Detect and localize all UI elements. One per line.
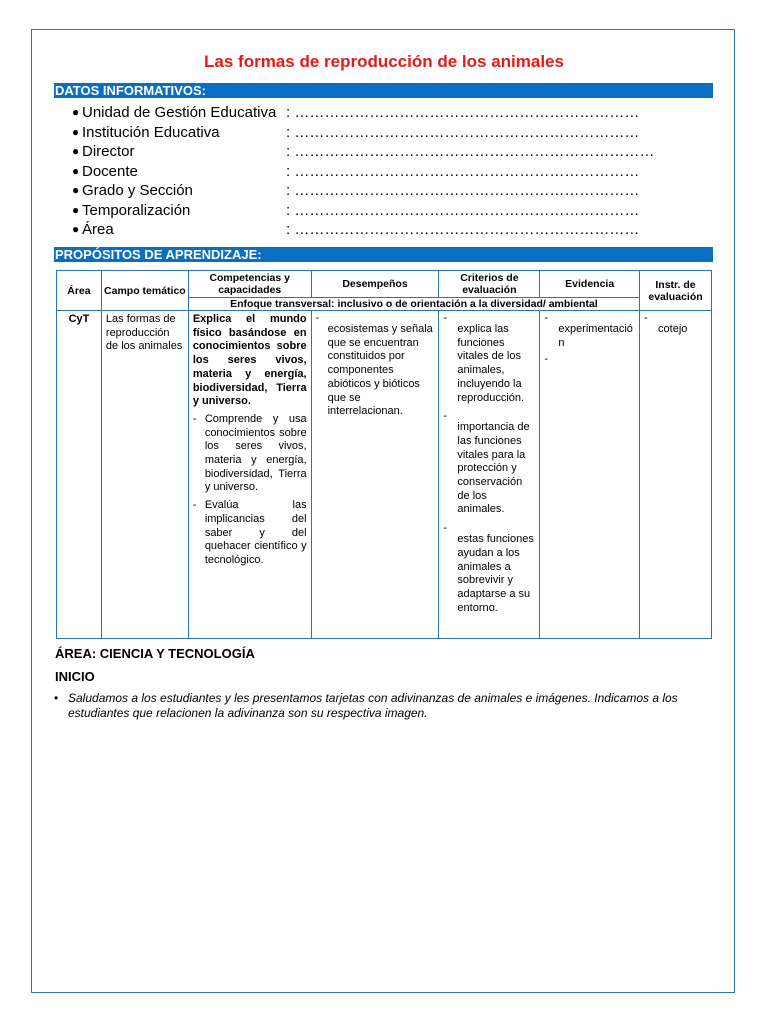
cell-area: CyT: [57, 311, 102, 639]
dash-mark: -: [644, 312, 648, 324]
cell-evidencia: [540, 311, 640, 639]
dash-mark: -: [315, 312, 320, 324]
info-value: : ……………………………………………………………: [286, 201, 640, 219]
header-desempenos: Desempeños: [311, 271, 439, 298]
info-item: [72, 201, 640, 221]
enfoque-transversal: Enfoque transversal: inclusivo o de orientación a la diversidad/ ambiental: [188, 298, 639, 311]
capacidad-item: - Evalúa las implicancias del saber y del quehacer científico y tecnológico.: [193, 499, 307, 568]
cell-campo: Las formas de reproducción de los animales: [101, 311, 188, 639]
bullet-icon: •: [54, 691, 59, 705]
dash-mark: -: [443, 410, 448, 423]
dash-mark: -: [443, 312, 448, 324]
header-campo: Campo temático: [101, 271, 188, 311]
info-item: [72, 162, 640, 182]
cell-competencias: [188, 311, 311, 639]
header-criterios: Criterios de evaluación: [439, 271, 540, 298]
info-label: Director: [82, 143, 135, 160]
inicio-bullet-item: [54, 691, 714, 720]
desempeno-text: ecosistemas y señala que se encuentran constituidos por componentes abióticos y bióticos que se interrelacionan.: [327, 323, 433, 418]
info-value: : ………………………………………………………………: [286, 143, 655, 160]
propositos-table: [56, 270, 712, 639]
datos-informativos-list: [72, 103, 655, 240]
info-value: : ……………………………………………………………: [286, 104, 640, 121]
criterio-item: importancia de las funciones vitales para la protección y conservación de los animales.: [457, 421, 530, 516]
bullet-icon: ●: [72, 183, 80, 197]
info-item: [72, 103, 640, 123]
info-value: : ……………………………………………………………: [286, 221, 640, 238]
dash-mark: -: [544, 353, 548, 366]
instr-item: cotejo: [658, 323, 688, 335]
bullet-icon: ●: [72, 222, 80, 236]
info-item: [72, 220, 640, 240]
area-heading: ÁREA: CIENCIA Y TECNOLOGÍA: [55, 646, 255, 661]
info-label: Institución Educativa: [82, 123, 220, 141]
cell-criterios: [439, 311, 540, 639]
info-label: Temporalización: [82, 201, 191, 219]
inicio-text: Saludamos a los estudiantes y les presentamos tarjetas con adivinanzas de animales e imágenes. Indicamos a los estudiantes que relacionen la adivinanza son su respectiva imagen.: [68, 691, 678, 720]
cell-desempenos: [311, 311, 439, 639]
info-item: [72, 181, 640, 201]
propositos-heading: PROPÓSITOS DE APRENDIZAJE:: [54, 247, 713, 262]
evidencia-item: experimentación: [558, 323, 633, 349]
header-instr: Instr. de evaluación: [640, 271, 712, 311]
datos-informativos-heading: DATOS INFORMATIVOS:: [54, 83, 713, 98]
competencia-title: Explica el mundo físico basándose en conocimientos sobre los seres vivos, materia y energía, biodiversidad, Tierra y universo.: [192, 313, 307, 408]
header-area: Área: [57, 271, 102, 311]
criterio-item: explica las funciones vitales de los animales, incluyendo la reproducción.: [457, 323, 525, 404]
info-value: : ……………………………………………………………: [286, 182, 640, 199]
capacidad-item: - Comprende y usa conocimientos sobre los seres vivos, materia y energía, biodiversidad, Tierra y universo.: [193, 413, 307, 495]
bullet-icon: ●: [72, 163, 80, 178]
dash-mark: -: [443, 522, 448, 535]
cell-instr: [640, 311, 712, 639]
bullet-icon: ●: [72, 124, 80, 139]
bullet-icon: ●: [72, 144, 80, 158]
bullet-icon: ●: [72, 202, 80, 217]
dash-mark: -: [544, 312, 548, 324]
info-value: : ……………………………………………………………: [286, 162, 640, 180]
info-item: [72, 142, 655, 162]
info-item: [72, 123, 640, 143]
info-label: Grado y Sección: [82, 182, 193, 199]
header-competencias: Competencias y capacidades: [188, 271, 311, 298]
inicio-heading: INICIO: [55, 669, 95, 684]
header-evidencia: Evidencia: [540, 271, 640, 298]
capacidades-list: [193, 413, 307, 568]
table-row: [57, 311, 712, 639]
document-title: Las formas de reproducción de los animales: [204, 52, 564, 71]
bullet-icon: ●: [72, 105, 80, 119]
info-label: Docente: [82, 162, 138, 180]
info-label: Área: [82, 221, 114, 238]
info-label: Unidad de Gestión Educativa: [82, 104, 277, 121]
info-value: : ……………………………………………………………: [286, 123, 640, 141]
criterio-item: estas funciones ayudan a los animales a sobrevivir y adaptarse a su entorno.: [457, 533, 534, 614]
